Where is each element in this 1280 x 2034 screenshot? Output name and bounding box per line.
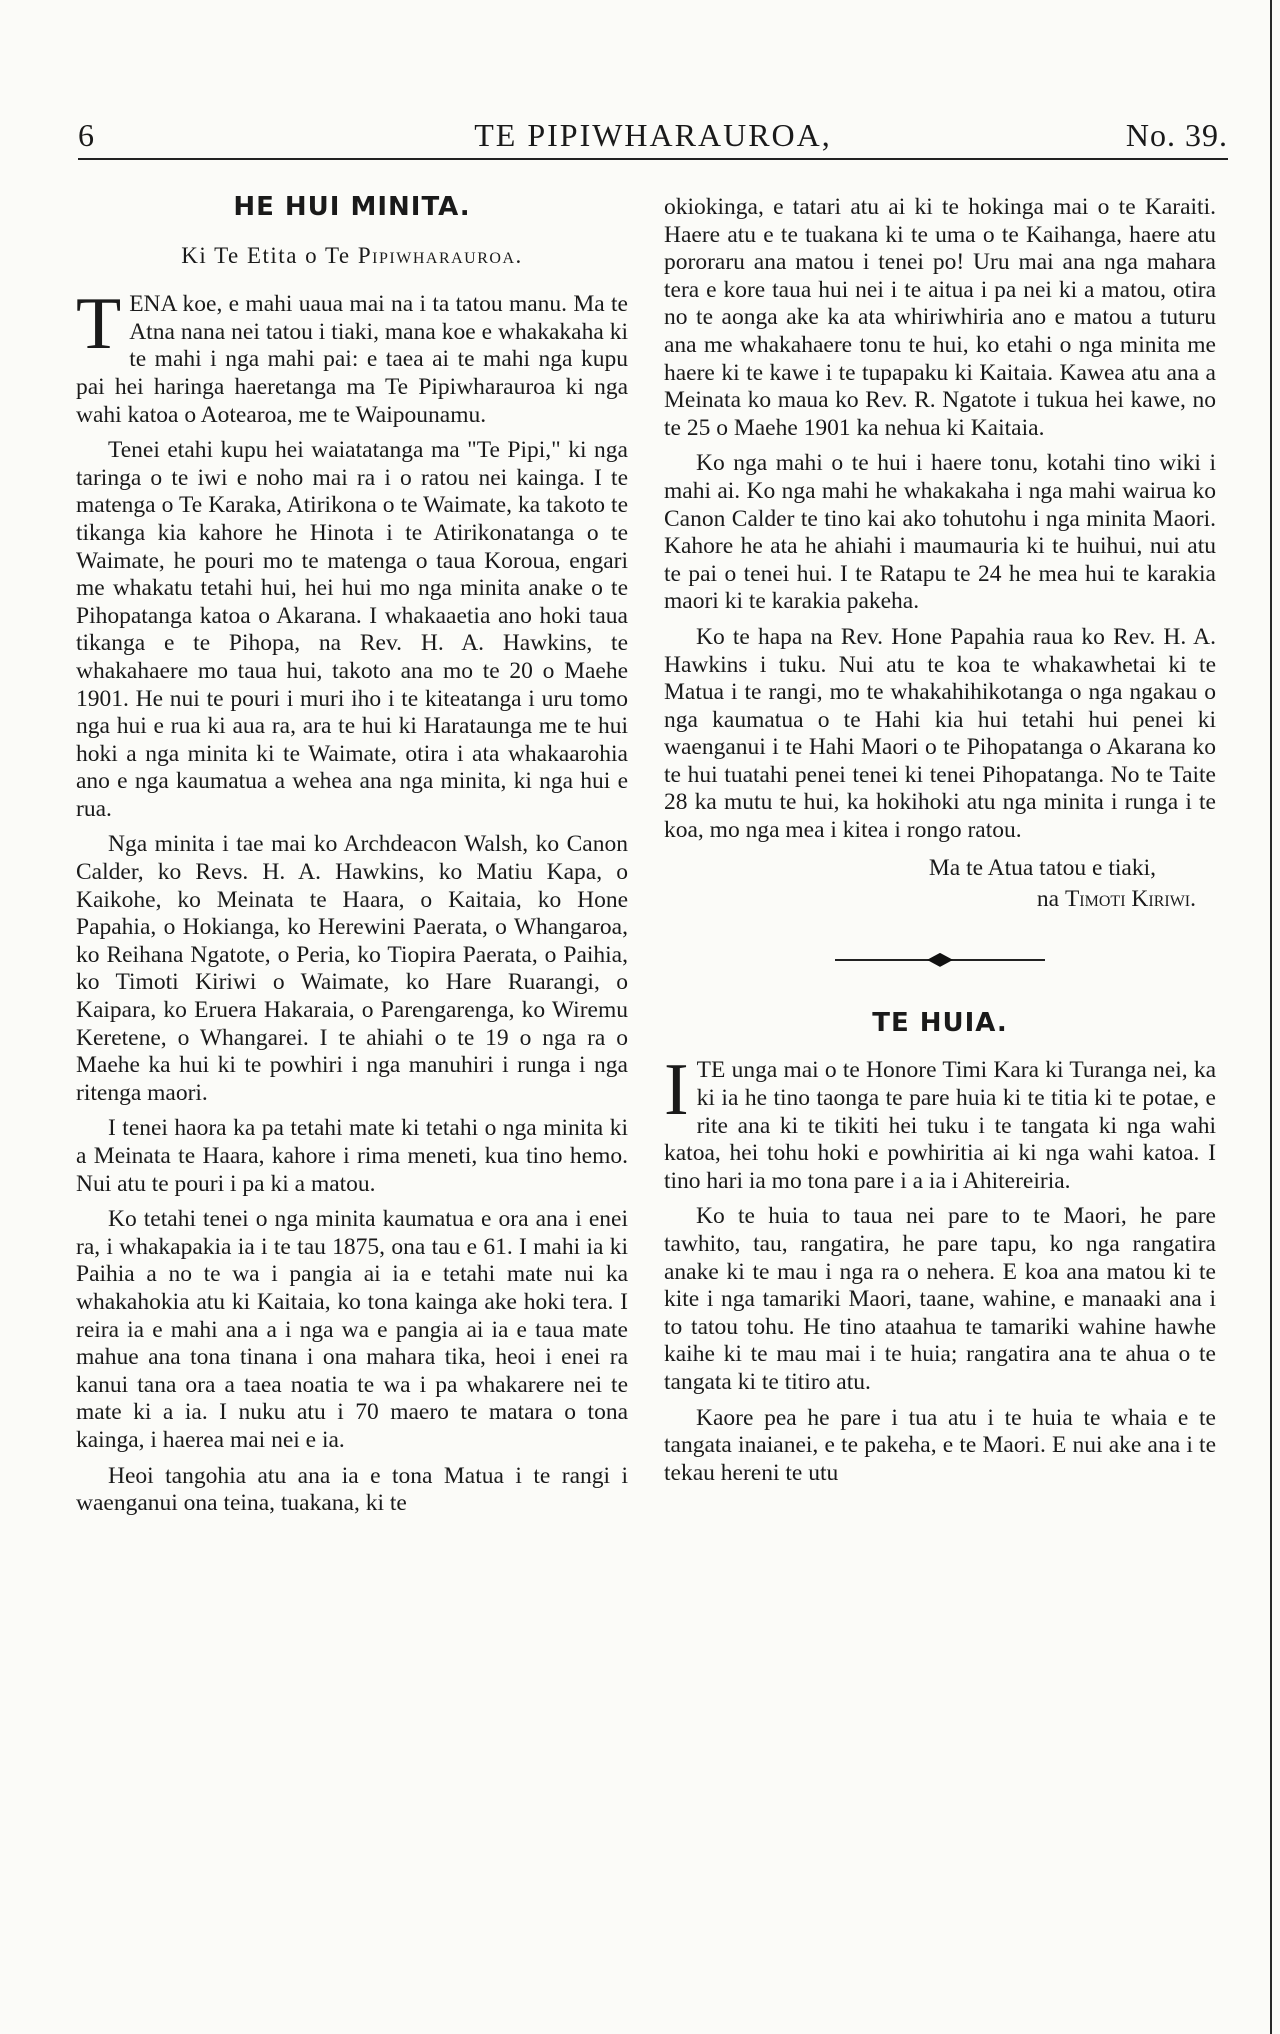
article-paragraph: Tenei etahi kupu hei waiatatanga ma "Te Pipi," ki nga taringa o te iwi e noho mai ra i o ratou nei kainga. I te matenga o Te Karaka, Atirikona o te Waimate, ka takoto te tikanga kia kahore he Hinota i te Atirikonatanga o te Waimate, he pouri mo te matenga o taua Koroua, engari me whakatu tetahi hui, hei hui mo nga minita anake o te Pihopatanga katoa o Akarana. I whakaaetia ano hoki taua tikanga e te Pihopa, na Rev. H. A. Hawkins, te whakahaere mo taua hui, takoto ana mo te 20 o Maehe 1901. He nui te pouri i muri iho i te kiteatanga i uru tomo nga hui e rua ki aua ra, ara te hui ki Harataunga me te hui hoki a nga minita ki te Waimate, otira i ata whakaarohia ano e nga kaumatua a wehea ana nga minita, ki nga hui e rua. [76,437,628,822]
running-header [78,110,1228,160]
article-paragraph: I tenei haora ka pa tetahi mate ki tetahi o nga minita ki a Meinata te Haara, kahore i rima meneti, kua tino hemo. Nui atu te pouri i pa ki a matou. [76,1115,628,1197]
drop-cap: T [76,283,122,366]
byline-name: Pipiwharauroa. [357,242,523,268]
journal-title: TE PIPIWHARAUROA, [474,117,832,153]
section-divider [835,950,1045,970]
divider-ornament-icon [927,953,953,967]
article-title: TE HUIA. [872,1007,1008,1038]
article-paragraph: Ko tetahi tenei o nga minita kaumatua e ora ana i enei ra, i whakapakia ia i te tau 1875, ona tau e 61. I mahi ia ki Paihia a no te wa i pangia ai ia e tetahi mate nui ka whakahokia atu ki Kaitaia, ko tona kainga ake hoki tera. I reira ia e mahi ana a i nga wa e pangia ai ia e taua mate mahue ana tona tinana i ona mahara tika, heoi i enei ra kanui tana ora a taea noatia te wa i pa whakarere nei te mate ki a ia. I nuku atu i 70 maero te matara o tona kainga, i haerea mai nei e ia. [76,1206,628,1453]
right-column [664,194,1216,1495]
page-number: 6 [78,117,95,153]
article-paragraph: Nga minita i tae mai ko Archdeacon Walsh, ko Canon Calder, ko Revs. H. A. Hawkins, ko Matiu Kapa, o Kaikohe, ko Meinata te Haara, o Kaitaia, ko Hone Papahia, o Hokianga, ko Herewini Paerata, o Whangaroa, ko Reihana Ngatote, o Peria, ko Tiopira Paerata, o Paihia, ko Timoti Kiriwi o Waimate, ko Hare Ruarangi, o Kaipara, ko Eruera Hakaraia, o Parengarenga, ko Wiremu Keretene, o Whangarei. I te ahiahi o te 19 o nga ra o Maehe ka hui ki te powhiri i nga manuhiri i runga i nga ritenga maori. [76,831,628,1106]
article-byline [76,242,628,270]
article-paragraph [76,283,628,429]
page-edge-line [1270,0,1272,2034]
paragraph-text: ENA koe, e mahi uaua mai na i ta tatou manu. Ma te Atna nana nei tatou i tiaki, mana koe e whakakaha ki te mahi i nga mahi pai: e taea ai te mahi nga kupu pai hei haringa haeretanga ma Te Pipiwharauroa ki nga wahi katoa o Aotearoa, me te Waipounamu. [76,291,628,428]
signature [664,886,1196,914]
article-paragraph [664,1049,1216,1195]
article-paragraph-continued: okiokinga, e tatari atu ai ki te hokinga mai o te Karaiti. Haere atu e te tuakana ki te uma o te Kaihanga, haere atu pororaru ana matou i tenei po! Uru mai ana nga mahara tera e kore taua hui nei i te aitua i pa nei ki a matou, otira no te aonga ake ka ata whiriwhiria ano e matou a tuturu ana me whakahaere tonu te hui, ko etahi o nga minita me haere ki te kawe i te tupapaku ki Kaitaia. Kawea atu ana a Meinata ko maua ko Rev. R. Ngatote i tukua hei kawe, no te 25 o Maehe 1901 ka nehua ki Kaitaia. [664,194,1216,441]
left-column [76,194,628,1526]
signature-prefix: na [1036,886,1060,913]
article-paragraph: Ko nga mahi o te hui i haere tonu, kotahi tino wiki i mahi ai. Ko nga mahi he whakakaha i nga mahi wairua ko Canon Calder te tino kai ako tohutohu i nga minita Maori. Kahore he ata he ahiahi i maumauria ki te huihui, nui atu te pai o tenei hui. I te Ratapu te 24 he mea hui te karakia maori ki te karakia pakeha. [664,450,1216,615]
article-paragraph: Kaore pea he pare i tua atu i te huia te whaia e te tangata inaianei, e te pakeha, e te Maori. E nui ake ana i te tekau hereni te utu [664,1404,1216,1486]
drop-cap: I [664,1049,689,1132]
issue-number: No. 39. [1125,117,1228,153]
byline-prefix: Ki Te Etita o Te [181,242,351,268]
signoff: Ma te Atua tatou e tiaki, [928,854,1156,881]
article-paragraph: Ko te huia to taua nei pare to te Maori, he pare tawhito, tau, rangatira, he pare tapu, ko nga rangatira anake ki te mau i nga ra o nehera. E koa ana matou ki te kite i nga tamariki Maori, taane, wahine, e manaaki ana i to tatou tohu. He tino ataahua te tamariki wahine hawhe kaihe ki te mau mai i te huia; rangatira ana te ahua o te tangata ki te titiro atu. [664,1203,1216,1395]
article-paragraph: Ko te hapa na Rev. Hone Papahia raua ko Rev. H. A. Hawkins i tuku. Nui atu te koa te whakawhetai ki te Matua i te rangi, mo te whakahihikotanga o nga ngakau o nga kaumatua o te Hahi kia hui tetahi hui penei ki waenganui i te Hahi Maori o te Pihopatanga o Akarana ko te hui tuatahi penei tenei ki tenei Pihopatanga. No te Taite 28 ka mutu te hui, ka hokihoki atu nga minita i runga i te koa, mo nga mea i kitea i rongo ratou. [664,623,1216,844]
signature-name: Timoti Kiriwi. [1064,886,1196,913]
article-title: HE HUI MINITA. [233,192,471,222]
paragraph-text: TE unga mai o te Honore Timi Kara ki Turanga nei, ka ki ia he tino taonga te pare huia ki te titia ki te potae, e rite ana ki te tikiti hei tuku i te tangata ki nga wahi katoa, hei tohu hoki e powhiritia ai ki nga wahi katoa. I tino hari ia mo tona pare i a ia i Ahitereiria. [664,1057,1216,1194]
article-paragraph: Heoi tangohia atu ana ia e tona Matua i te rangi i waenganui ona teina, tuakana, ki te [76,1462,628,1517]
